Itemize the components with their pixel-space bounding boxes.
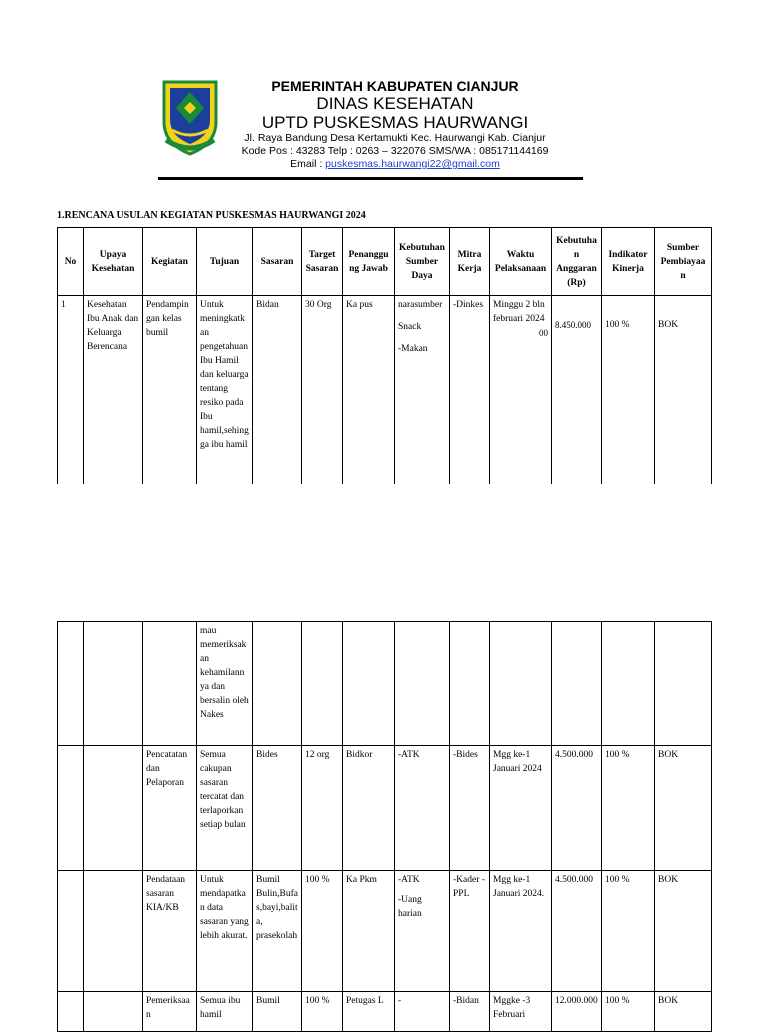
cell-sumberdaya xyxy=(395,871,450,992)
cell-indikator: 100 % xyxy=(602,992,655,1032)
cell-anggaran: 4.500.000 xyxy=(552,746,602,871)
cell-target: 100 % xyxy=(302,992,343,1032)
cell-indikator xyxy=(602,622,655,746)
table-header-row xyxy=(58,228,712,296)
document-title: 1.RENCANA USULAN KEGIATAN PUSKESMAS HAURWANGI 2024 xyxy=(57,210,366,221)
cell-kegiatan: Pendataan sasaran KIA/KB xyxy=(143,871,197,992)
cell-tujuan: Untuk mendapatkan data sasaran yang lebih akurat. xyxy=(197,871,253,992)
cell-mitra xyxy=(450,622,490,746)
cell-sasaran: Bides xyxy=(253,746,302,871)
resource-item: - xyxy=(398,996,402,1006)
cell-indikator: 100 % xyxy=(602,871,655,992)
cell-waktu: Mgg ke-1 Januari 2024 xyxy=(490,746,552,871)
column-header: Indikator Kinerja xyxy=(602,228,655,296)
cell-waktu: Mggke -3 Februari xyxy=(490,992,552,1032)
column-header: Kegiatan xyxy=(143,228,197,296)
table-row xyxy=(58,992,712,1032)
table-row xyxy=(58,746,712,871)
column-header: Kebutuhan Sumber Daya xyxy=(395,228,450,296)
cell-no xyxy=(58,992,84,1032)
cell-mitra: -Dinkes xyxy=(450,296,490,486)
cell-anggaran: 4.500.000 xyxy=(552,871,602,992)
cell-indikator: 100 % xyxy=(602,746,655,871)
column-header: Penanggung Jawab xyxy=(343,228,395,296)
cell-anggaran: 8.450.000 xyxy=(552,296,602,486)
resource-item: narasumber xyxy=(398,300,443,310)
column-header: Tujuan xyxy=(197,228,253,296)
letterhead-rule xyxy=(158,177,583,180)
table-row xyxy=(58,871,712,992)
resource-item: -Makan xyxy=(398,344,428,354)
cell-no xyxy=(58,871,84,992)
email-link[interactable]: puskesmas.haurwangi22@gmail.com xyxy=(325,158,500,170)
cell-target: 30 Org xyxy=(302,296,343,486)
unit-name: UPTD PUSKESMAS HAURWANGI xyxy=(261,113,529,132)
resource-item: -Uang harian xyxy=(398,895,422,919)
column-header: Target Sasaran xyxy=(302,228,343,296)
cell-kegiatan: Pendampingan kelas bumil xyxy=(143,296,197,486)
cell-target: 100 % xyxy=(302,871,343,992)
cell-waktu: Mgg ke-1 Januari 2024. xyxy=(490,871,552,992)
cell-pj: Ka Pkm xyxy=(343,871,395,992)
cell-sumberdaya xyxy=(395,992,450,1032)
cell-sasaran xyxy=(253,622,302,746)
cell-target: 12 org xyxy=(302,746,343,871)
cell-waktu xyxy=(490,622,552,746)
email-line xyxy=(195,158,595,171)
cell-sumberdaya xyxy=(395,622,450,746)
email-label: Email : xyxy=(290,158,326,170)
column-header: Sasaran xyxy=(253,228,302,296)
cell-no xyxy=(58,746,84,871)
cell-upaya xyxy=(84,622,143,746)
table-row xyxy=(58,296,712,486)
cell-tujuan: Untuk meningkatkan pengetahuan Ibu Hamil dan keluarga tentang resiko pada Ibu hamil,sehingga ibu hamil xyxy=(197,296,253,486)
cell-sumber: BOK xyxy=(655,746,712,871)
column-header: Waktu Pelaksanaan xyxy=(490,228,552,296)
resource-item: Snack xyxy=(398,322,422,332)
cell-anggaran xyxy=(552,622,602,746)
cell-sumber: BOK xyxy=(655,296,712,486)
cell-sasaran: Bumil Bulin,Bufas,bayi,balita, prasekolah xyxy=(253,871,302,992)
cell-kegiatan: Pencatatan dan Pelaporan xyxy=(143,746,197,871)
cell-upaya xyxy=(84,746,143,871)
cell-kegiatan: Pemeriksaan xyxy=(143,992,197,1032)
cell-anggaran: 12.000.000 xyxy=(552,992,602,1032)
letterhead-text xyxy=(215,78,575,171)
cell-tujuan: Semua ibu hamil xyxy=(197,992,253,1032)
address: Jl. Raya Bandung Desa Kertamukti Kec. Haurwangi Kab. Cianjur xyxy=(244,132,546,144)
column-header: Kebutuhan Anggaran (Rp) xyxy=(552,228,602,296)
contact-line: Kode Pos : 43283 Telp : 0263 – 322076 SMS/WA : 085171144169 xyxy=(241,145,549,157)
page-break xyxy=(0,484,768,621)
cell-kegiatan xyxy=(143,622,197,746)
activity-plan-table-continued xyxy=(57,621,712,1032)
cell-no: 1 xyxy=(58,296,84,486)
letterhead xyxy=(0,70,768,185)
column-header: Upaya Kesehatan xyxy=(84,228,143,296)
cell-sumberdaya xyxy=(395,746,450,871)
column-header: Sumber Pembiayaan xyxy=(655,228,712,296)
cell-waktu xyxy=(490,296,552,486)
cell-sumber: BOK xyxy=(655,992,712,1032)
resource-item: -ATK xyxy=(398,875,420,885)
cell-sumber xyxy=(655,622,712,746)
cell-pj: Petugas L xyxy=(343,992,395,1032)
cell-pj: Ka pus xyxy=(343,296,395,486)
cell-upaya xyxy=(84,871,143,992)
cell-mitra: -Bides xyxy=(450,746,490,871)
cell-target xyxy=(302,622,343,746)
cell-upaya xyxy=(84,992,143,1032)
cell-tujuan: mau memeriksakan kehamilannya dan bersalin oleh Nakes xyxy=(197,622,253,746)
activity-plan-table xyxy=(57,227,712,486)
column-header: No xyxy=(58,228,84,296)
waktu-text: Minggu 2 bln februari 2024 xyxy=(493,300,545,324)
column-header: Mitra Kerja xyxy=(450,228,490,296)
cell-no xyxy=(58,622,84,746)
cell-sumberdaya xyxy=(395,296,450,486)
cell-upaya: Kesehatan Ibu Anak dan Keluarga Berencana xyxy=(84,296,143,486)
cell-pj: Bidkor xyxy=(343,746,395,871)
agency-name: DINAS KESEHATAN xyxy=(316,94,474,113)
cell-indikator: 100 % xyxy=(602,296,655,486)
cell-mitra: -Bidan xyxy=(450,992,490,1032)
waktu-extra: 00 xyxy=(539,328,548,338)
cell-pj xyxy=(343,622,395,746)
cell-tujuan: Semua cakupan sasaran tercatat dan terlaporkan setiap bulan xyxy=(197,746,253,871)
cell-mitra: -Kader -PPL xyxy=(450,871,490,992)
cell-sasaran: Bumil xyxy=(253,992,302,1032)
cell-sumber: BOK xyxy=(655,871,712,992)
resource-item: -ATK xyxy=(398,750,420,760)
cell-sasaran: Bidan xyxy=(253,296,302,486)
table-row xyxy=(58,622,712,746)
government-name: PEMERINTAH KABUPATEN CIANJUR xyxy=(271,78,519,94)
